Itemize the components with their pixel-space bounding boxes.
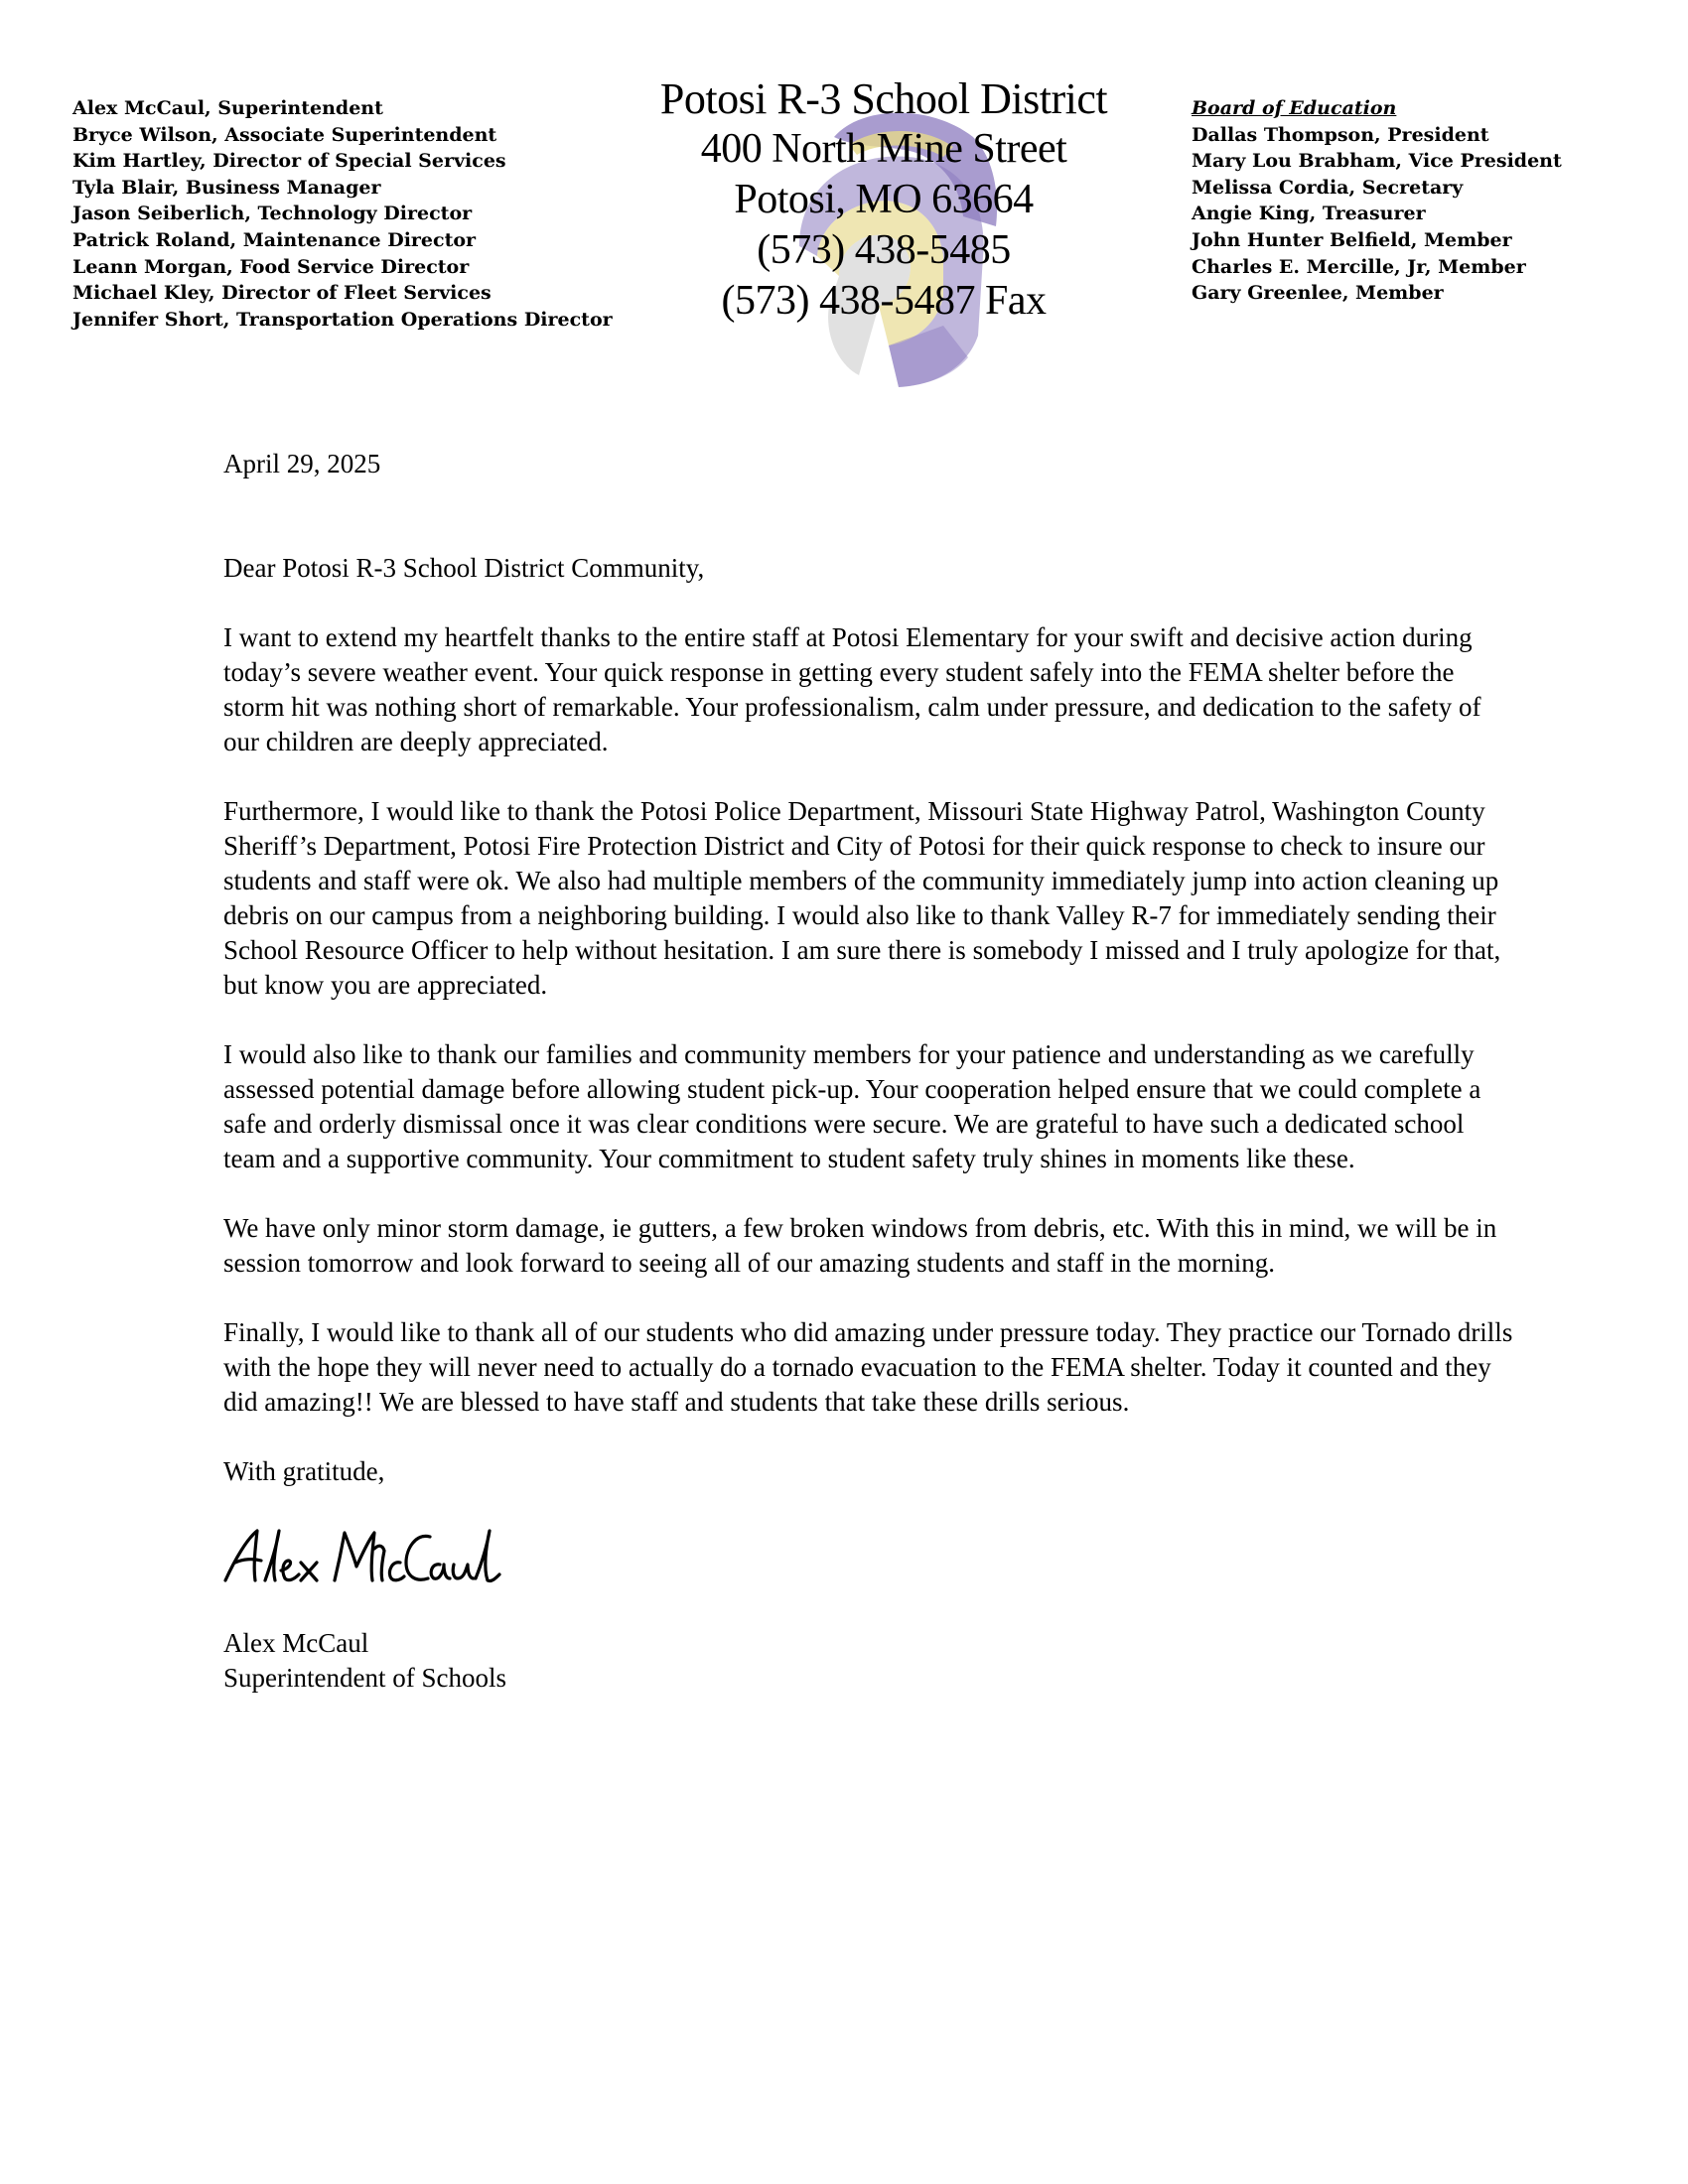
signer-name: Alex McCaul bbox=[223, 1628, 369, 1658]
signature-graphic bbox=[217, 1519, 515, 1598]
board-member: Melissa Cordia, Secretary bbox=[1192, 176, 1464, 199]
letter-paragraph: Furthermore, I would like to thank the Potosi Police Department, Missouri State Highway Patrol, Washington County Sheriff’s Department, Potosi Fire Protection District and City of Potosi for their quick response to check to insure our students and staff were ok. We also had multiple members of the community immediately jump into action cleaning up debris on our campus from a neighboring building. I would also like to thank Valley R-7 for immediately sending their School Resource Officer to help without hesitation. I am sure there is somebody I missed and I truly apologize for that, but know you are appreciated. bbox=[223, 796, 1501, 1000]
letterhead-text bbox=[596, 73, 1172, 327]
letter-body bbox=[223, 447, 1514, 1696]
board-list bbox=[1192, 95, 1658, 307]
staff-entry: Alex McCaul, Superintendent bbox=[72, 97, 383, 119]
staff-entry: Jason Seiberlich, Technology Director bbox=[72, 203, 473, 225]
staff-entry: Patrick Roland, Maintenance Director bbox=[72, 228, 477, 251]
board-member: Mary Lou Brabham, Vice President bbox=[1192, 150, 1562, 173]
letter-date: April 29, 2025 bbox=[223, 449, 381, 478]
district-name: Potosi R-3 School District bbox=[659, 74, 1108, 123]
district-fax: (573) 438-5487 Fax bbox=[721, 278, 1047, 324]
district-street: 400 North Mine Street bbox=[700, 126, 1067, 172]
staff-list bbox=[72, 95, 629, 333]
handwritten-signature bbox=[217, 1519, 1514, 1598]
district-city: Potosi, MO 63664 bbox=[734, 177, 1034, 222]
letter-paragraph: I would also like to thank our families and community members for your patience and understanding as we carefully assessed potential damage before allowing student pick-up. Your cooperation helped ensure that we could complete a safe and orderly dismissal once it was clear conditions were secure. We are grateful to have such a dedicated school team and a supportive community. Your commitment to student safety truly shines in moments like these. bbox=[223, 1039, 1481, 1173]
letter-greeting: Dear Potosi R-3 School District Community, bbox=[223, 553, 705, 583]
district-phone: (573) 438-5485 bbox=[757, 227, 1011, 273]
board-member: Charles E. Mercille, Jr, Member bbox=[1192, 255, 1526, 278]
letter-paragraph: We have only minor storm damage, ie gutters, a few broken windows from debris, etc. With this in mind, we will be in session tomorrow and look forward to seeing all of our amazing students and staff in the morning. bbox=[223, 1213, 1497, 1278]
staff-entry: Bryce Wilson, Associate Superintendent bbox=[72, 123, 497, 146]
staff-entry: Jennifer Short, Transportation Operations Director bbox=[72, 308, 613, 331]
board-member: Dallas Thompson, President bbox=[1192, 123, 1489, 146]
letter-paragraph: I want to extend my heartfelt thanks to the entire staff at Potosi Elementary for your swift and decisive action during today’s severe weather event. Your quick response in getting every student safely into the FEMA shelter before the storm hit was nothing short of remarkable. Your professionalism, calm under pressure, and dedication to the safety of our children are deeply appreciated. bbox=[223, 622, 1481, 756]
board-member: John Hunter Belfield, Member bbox=[1192, 228, 1512, 251]
board-member: Gary Greenlee, Member bbox=[1192, 282, 1444, 305]
letterhead bbox=[596, 73, 1172, 391]
staff-entry: Tyla Blair, Business Manager bbox=[72, 176, 381, 199]
board-member: Angie King, Treasurer bbox=[1192, 203, 1426, 225]
staff-entry: Kim Hartley, Director of Special Services bbox=[72, 150, 506, 173]
board-heading: Board of Education bbox=[1192, 97, 1397, 119]
signer-title: Superintendent of Schools bbox=[223, 1663, 506, 1693]
staff-entry: Michael Kley, Director of Fleet Services bbox=[72, 282, 492, 305]
staff-entry: Leann Morgan, Food Service Director bbox=[72, 255, 470, 278]
letter-closing: With gratitude, bbox=[223, 1456, 385, 1486]
letter-paragraph: Finally, I would like to thank all of our students who did amazing under pressure today. They practice our Tornado drills with the hope they will never need to actually do a tornado evacuation to the FEMA shelter. Today it counted and they did amazing!! We are blessed to have staff and students that take these drills serious. bbox=[223, 1317, 1513, 1417]
